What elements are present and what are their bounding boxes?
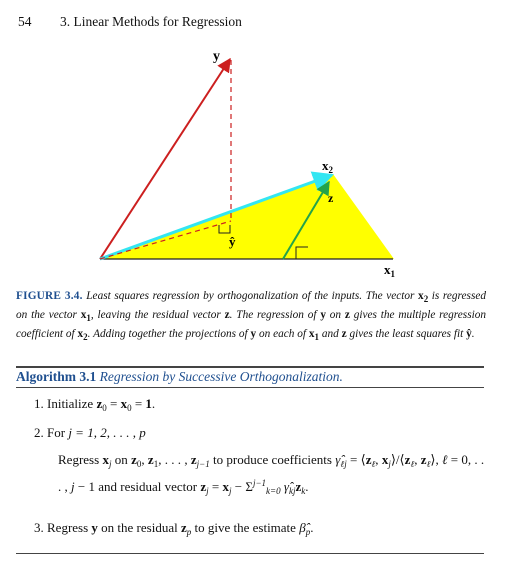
caption-text: gives the multiple regression coefficient of xyxy=(16,309,487,340)
step-text: to give the estimate xyxy=(194,520,296,535)
caption-text: , leaving the residual vector xyxy=(90,309,221,321)
rule-mid xyxy=(16,387,484,388)
chapter-title: 3. Linear Methods for Regression xyxy=(60,14,242,29)
math-yhat: ŷ xyxy=(466,328,472,340)
math-x2: $x_2$ xyxy=(77,328,88,342)
math-z: z xyxy=(344,309,350,321)
step-text: on xyxy=(114,452,128,467)
math-xj: $x_j$ xyxy=(102,452,112,469)
step-3 xyxy=(34,520,313,537)
math-x1: $x_1$ xyxy=(80,309,91,323)
math-zj: $z_j = x_j - \Sigma^{j-1}_{k=0}$ $\gammâ_{kj}z_k$. xyxy=(200,478,309,496)
math-init: $z_0 = x_0 = 1$. xyxy=(96,396,156,413)
math-z: z xyxy=(341,328,347,340)
rule-top xyxy=(16,366,484,368)
figure-label: FIGURE 3.4. xyxy=(16,290,83,302)
step-2 xyxy=(34,425,146,441)
step-text: and residual vector xyxy=(98,479,198,494)
caption-text: on xyxy=(329,309,342,321)
math-x1: $x_1$ xyxy=(308,328,320,342)
caption-text: is regressed on the vector xyxy=(16,290,487,321)
label-x1: $x_1$ xyxy=(384,262,395,279)
step-number: 1. xyxy=(34,396,44,411)
page-number: 54 xyxy=(18,14,32,29)
step-text: For xyxy=(47,425,66,440)
algorithm-title xyxy=(16,369,343,385)
figure-caption xyxy=(16,288,486,345)
caption-text: . The regression of xyxy=(229,309,317,321)
math-z: z xyxy=(224,309,230,321)
label-yhat: ŷ xyxy=(229,234,236,249)
math-z-list: $z_0$, $z_1$, . . . , $z_{j-1}$ xyxy=(131,452,210,469)
label-y: y xyxy=(213,49,220,64)
label-z: z xyxy=(328,191,334,205)
rule-bottom xyxy=(16,553,484,554)
step-text: on the residual xyxy=(101,520,178,535)
step-text: Regress xyxy=(47,520,89,535)
step-number: 3. xyxy=(34,520,44,535)
math-y: y xyxy=(320,309,326,321)
step-text: Initialize xyxy=(47,396,94,411)
math-y: y xyxy=(91,520,98,535)
algorithm-name: Regression by Successive Orthogonalization. xyxy=(99,369,343,384)
math-y: y xyxy=(250,328,257,340)
caption-text: . Adding together the projections of xyxy=(87,328,248,340)
caption-text: gives the least squares fit xyxy=(349,328,464,340)
math-zp: $z_p$ xyxy=(180,520,192,537)
step-text: Regress xyxy=(58,452,100,467)
math-betap: $\betâ_p$. xyxy=(299,520,314,537)
label-x2: $x_2$ xyxy=(322,158,333,175)
step-1 xyxy=(34,396,155,413)
algorithm-label: Algorithm 3.1 xyxy=(16,369,97,384)
step-2-body xyxy=(58,450,484,501)
step-text: to produce coefficients xyxy=(213,452,332,467)
caption-text: on each of xyxy=(259,328,307,340)
math-range: j = 1, 2, . . . , p xyxy=(68,425,146,440)
caption-text: Least squares regression by orthogonalization of the inputs. The vector xyxy=(86,290,415,302)
step-number: 2. xyxy=(34,425,44,440)
caption-text: . xyxy=(471,328,475,340)
math-gamma: $\gammâ_{\ell j}$ = $⟨z_\ell$, $x_j⟩/⟨z_\ell$, $z_\ell⟩$, ℓ = 0, . . . , j − 1 xyxy=(58,452,485,494)
caption-text: and xyxy=(321,328,339,340)
math-x2: $x_2$ xyxy=(418,290,429,304)
